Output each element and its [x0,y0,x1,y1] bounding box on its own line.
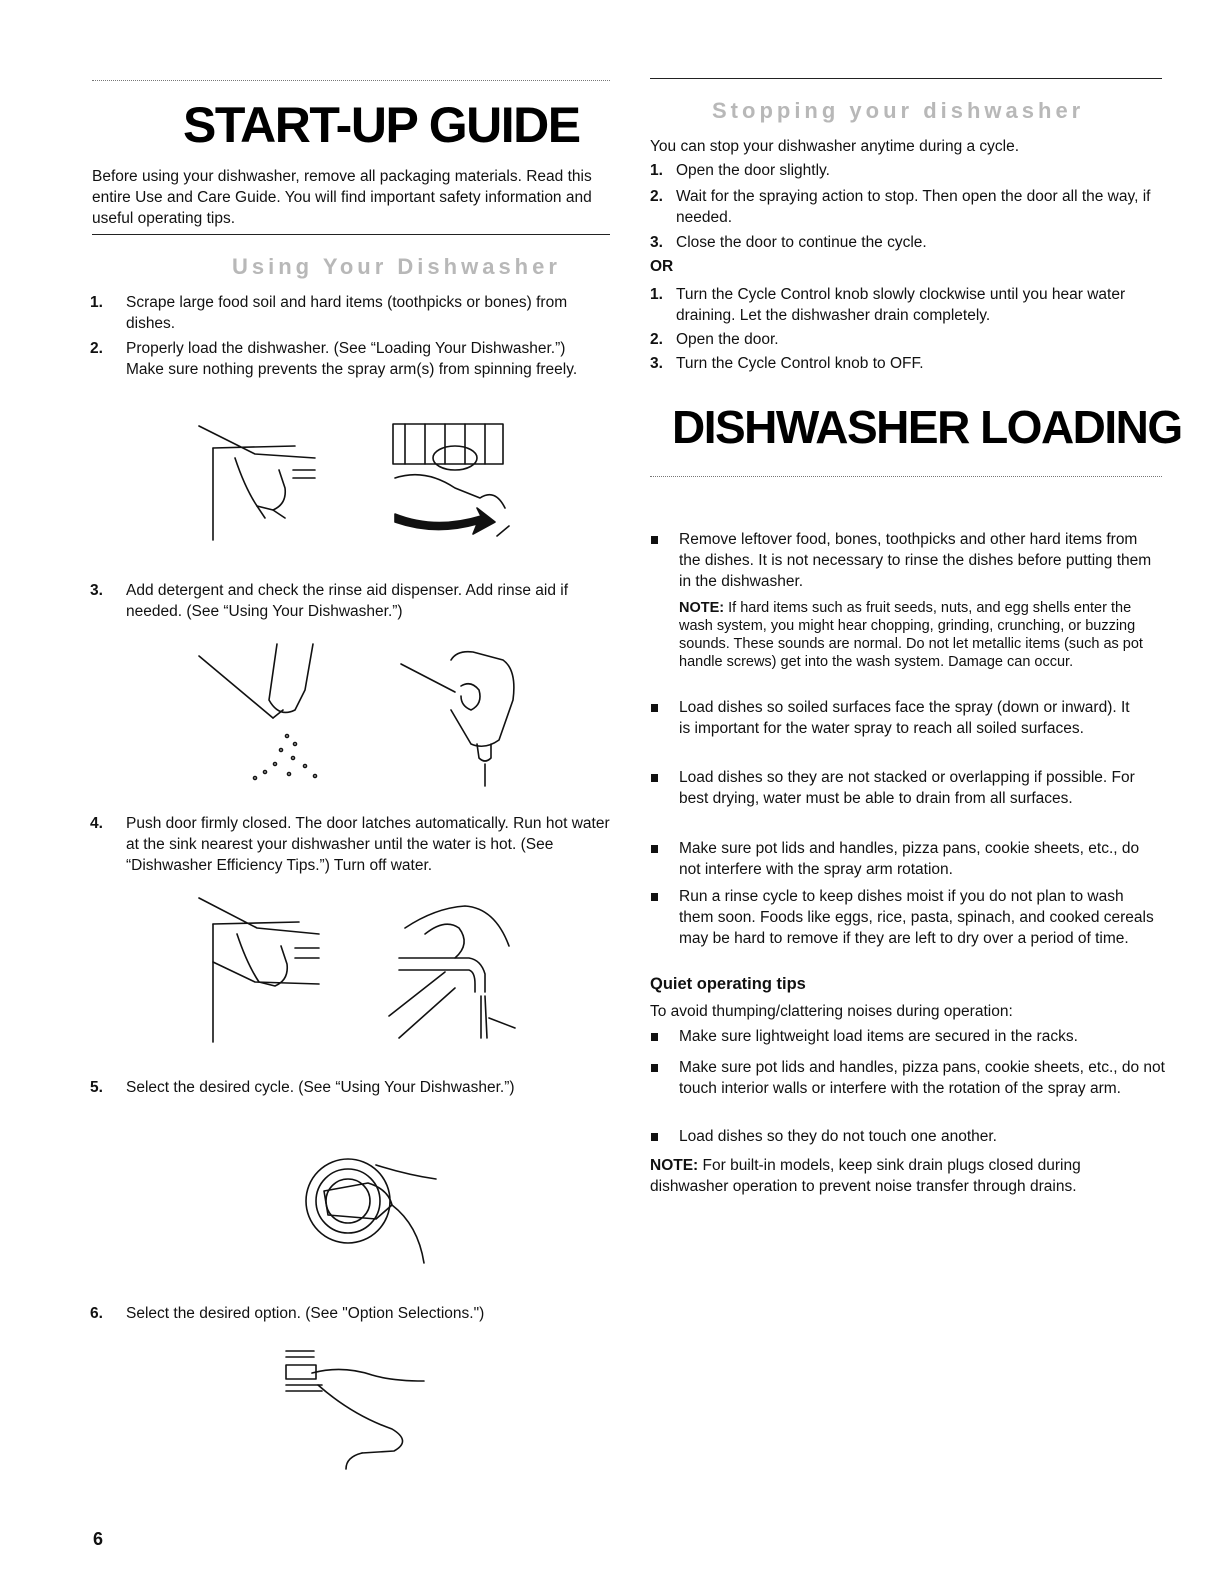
hand-on-door-illustration [195,418,325,543]
loading-rule [650,476,1162,477]
option-button-illustration[interactable] [282,1345,432,1470]
stop-intro: You can stop your dishwasher anytime during a cycle. [650,138,1020,155]
loading-note: NOTE: If hard items such as fruit seeds, nuts, and egg shells enter the wash system, you might hear chopping, grinding, crunching, or buzzing sounds. These sounds are normal. Do not let metallic items (such as pot handle screws) get into the wash system. Damage can occur. [679,600,1143,670]
drain-note: NOTE: For built-in models, keep sink drain plugs closed during dishwasher operation to prevent noise transfer through drains. [650,1157,1081,1195]
top-rule-left [92,80,610,81]
closing-door-illustration [195,888,330,1048]
quiet-heading: Quiet operating tips [650,975,806,993]
quiet-intro: To avoid thumping/clattering noises during operation: [650,1003,1013,1020]
intro-paragraph: Before using your dishwasher, remove all packaging materials. Read this entire Use and Care Guide. You will find important safety information and useful operating tips. [92,168,592,227]
detergent-pouring-illustration [195,640,345,790]
page-title: START-UP GUIDE [183,97,580,153]
or-label: OR [650,258,674,275]
faucet-running-illustration [385,888,525,1048]
page-number: 6 [93,1529,104,1549]
section-rule-left [92,234,610,235]
faded-stopping-heading: Stopping your dishwasher [712,98,1085,123]
top-rule-right [650,78,1162,79]
faded-section-heading: Using Your Dishwasher [232,254,561,279]
loading-dishes-illustration [385,418,520,548]
loading-title: DISHWASHER LOADING [672,401,1182,453]
rinse-aid-bottle-illustration [395,640,525,790]
cycle-knob-illustration[interactable] [298,1135,448,1270]
